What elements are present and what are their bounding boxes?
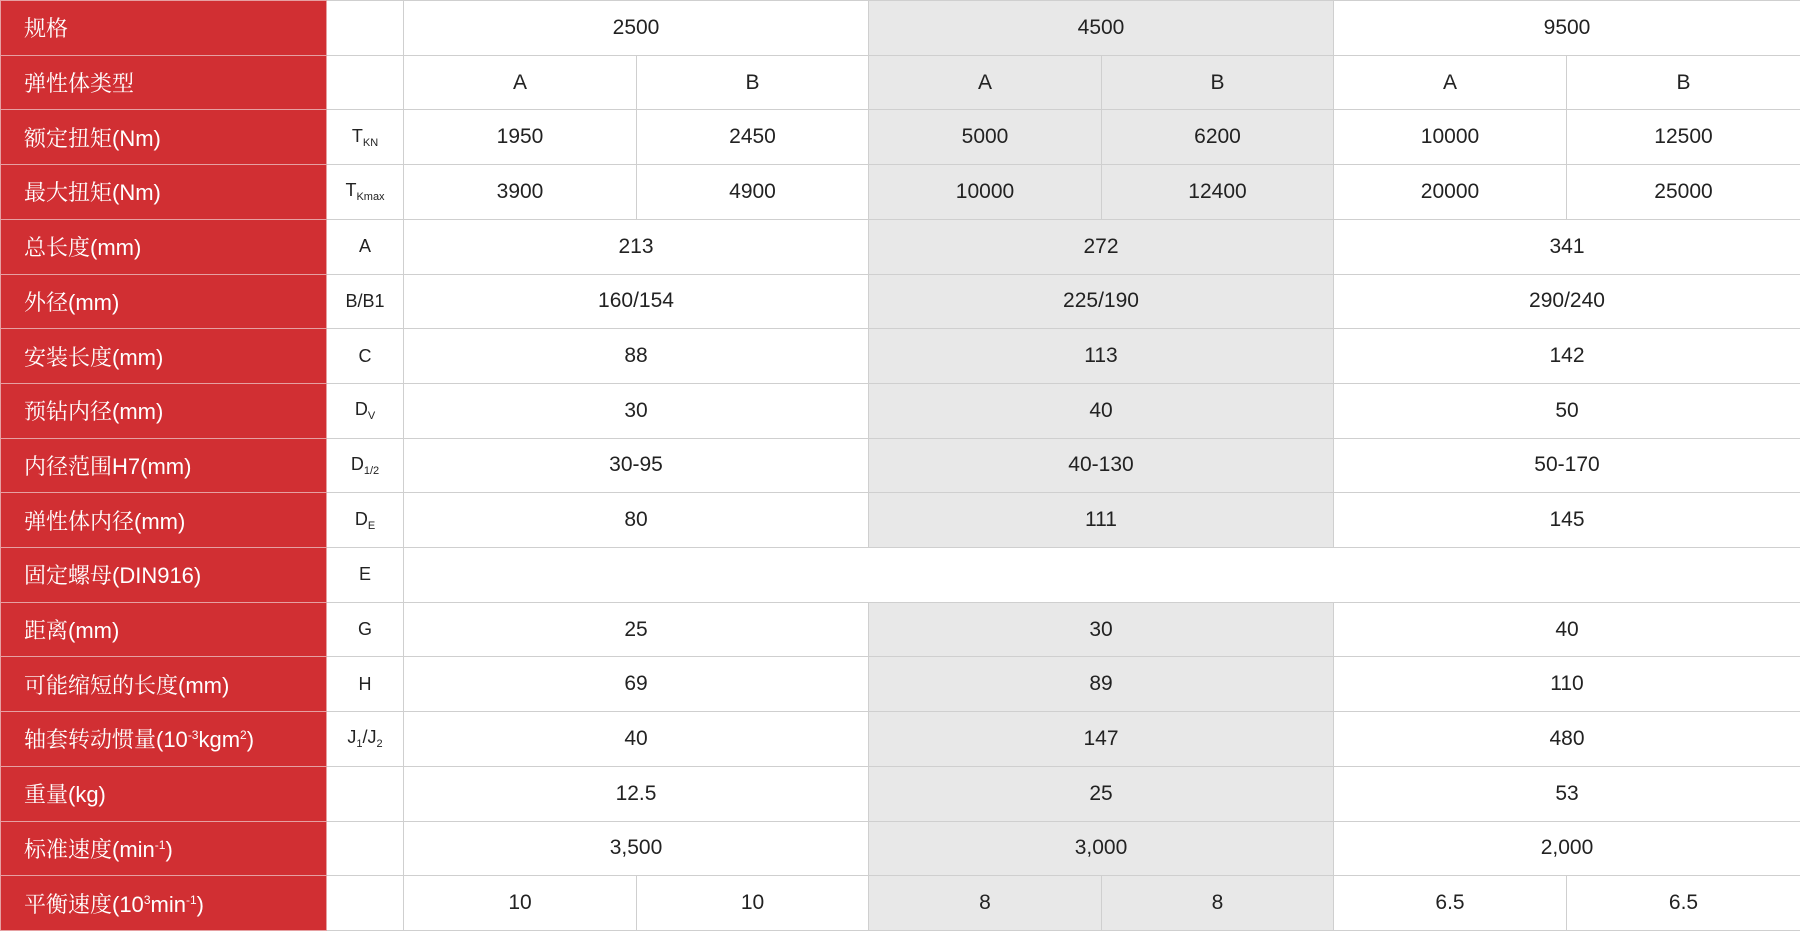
row-install-length <box>1 329 1800 384</box>
value-cell: 12400 <box>1102 165 1334 220</box>
value-cell: 40 <box>869 383 1334 438</box>
label-text: 轴套转动惯量(10 <box>24 727 188 753</box>
row-nut <box>1 548 1800 603</box>
value-cell: 80 <box>404 493 869 548</box>
symbol-cell <box>327 766 404 821</box>
size-header: 9500 <box>1334 1 1800 56</box>
value-cell: 160/154 <box>404 274 869 329</box>
value-cell: 40 <box>1334 602 1800 657</box>
value-cell: 2,000 <box>1334 821 1800 876</box>
value-cell: 50 <box>1334 383 1800 438</box>
row-label: 弹性体类型 <box>1 55 327 110</box>
value-cell: A <box>404 55 637 110</box>
value-cell: 290/240 <box>1334 274 1800 329</box>
size-header: 2500 <box>404 1 869 56</box>
row-label: 重量(kg) <box>1 766 327 821</box>
row-label: 额定扭矩(Nm) <box>1 110 327 165</box>
value-cell: 50-170 <box>1334 438 1800 493</box>
value-cell: 40-130 <box>869 438 1334 493</box>
value-cell: 30 <box>869 602 1334 657</box>
symbol-separator: / <box>362 727 368 748</box>
row-label: 最大扭矩(Nm) <box>1 165 327 220</box>
symbol-main: T <box>351 125 363 146</box>
value-cell: 110 <box>1334 657 1800 712</box>
row-inertia <box>1 712 1800 767</box>
label-sup: 3 <box>143 892 151 907</box>
value-cell: 3,500 <box>404 821 869 876</box>
value-cell: 8 <box>869 876 1102 931</box>
label-text: ) <box>246 727 255 753</box>
symbol-cell <box>327 821 404 876</box>
value-cell: B <box>1567 55 1800 110</box>
row-standard-speed <box>1 821 1800 876</box>
value-cell: 30 <box>404 383 869 438</box>
row-label: 可能缩短的长度(mm) <box>1 657 327 712</box>
row-spec <box>1 1 1800 56</box>
row-label: 预钻内径(mm) <box>1 383 327 438</box>
symbol-sub: KN <box>362 136 379 149</box>
symbol-main: D <box>354 399 368 420</box>
label-sup: 2 <box>240 728 247 743</box>
value-cell: 4900 <box>637 165 869 220</box>
value-cell: 8 <box>1102 876 1334 931</box>
symbol-cell <box>327 493 404 548</box>
value-cell: 40 <box>404 712 869 767</box>
value-cell <box>404 548 1800 603</box>
row-label: 距离(mm) <box>1 602 327 657</box>
value-cell: 225/190 <box>869 274 1334 329</box>
value-cell: 147 <box>869 712 1334 767</box>
value-cell: A <box>869 55 1102 110</box>
row-predrill <box>1 383 1800 438</box>
value-cell: 111 <box>869 493 1334 548</box>
value-cell: 145 <box>1334 493 1800 548</box>
symbol-cell <box>327 165 404 220</box>
symbol-cell <box>327 438 404 493</box>
row-outer-diameter <box>1 274 1800 329</box>
value-cell: 89 <box>869 657 1334 712</box>
symbol-cell <box>327 383 404 438</box>
row-label: 外径(mm) <box>1 274 327 329</box>
symbol-sub: E <box>367 519 376 532</box>
symbol-cell <box>327 1 404 56</box>
symbol-cell: H <box>327 657 404 712</box>
value-cell: 69 <box>404 657 869 712</box>
symbol-sub: V <box>367 410 376 423</box>
row-weight <box>1 766 1800 821</box>
row-elastomer-type <box>1 55 1800 110</box>
value-cell: 10000 <box>869 165 1102 220</box>
row-elastomer-inner <box>1 493 1800 548</box>
row-label <box>1 712 327 767</box>
value-cell: 88 <box>404 329 869 384</box>
row-max-torque <box>1 165 1800 220</box>
value-cell: 30-95 <box>404 438 869 493</box>
value-cell: 53 <box>1334 766 1800 821</box>
value-cell: 142 <box>1334 329 1800 384</box>
symbol-cell <box>327 110 404 165</box>
label-text: min <box>150 891 186 917</box>
symbol-cell <box>327 55 404 110</box>
symbol-sub: 1 <box>356 738 363 751</box>
symbol-main: D <box>350 453 364 474</box>
value-cell: 272 <box>869 219 1334 274</box>
symbol-sub: 1/2 <box>363 464 380 477</box>
symbol-main: J <box>367 727 377 748</box>
value-cell: B <box>1102 55 1334 110</box>
value-cell: 6.5 <box>1567 876 1800 931</box>
label-text: ) <box>196 891 204 917</box>
label-sup: -1 <box>185 892 197 907</box>
label-text: 平衡速度(10 <box>24 891 144 917</box>
symbol-cell: G <box>327 602 404 657</box>
label-text: kgm <box>198 727 241 753</box>
symbol-sub: Kmax <box>356 191 385 204</box>
value-cell: 5000 <box>869 110 1102 165</box>
value-cell: 341 <box>1334 219 1800 274</box>
symbol-cell <box>327 712 404 767</box>
label-text: ) <box>165 836 173 862</box>
row-total-length <box>1 219 1800 274</box>
value-cell: 10 <box>404 876 637 931</box>
row-bore-range <box>1 438 1800 493</box>
symbol-cell: E <box>327 548 404 603</box>
value-cell: 10 <box>637 876 869 931</box>
value-cell: 6200 <box>1102 110 1334 165</box>
symbol-sub: 2 <box>376 738 383 751</box>
row-label <box>1 821 327 876</box>
symbol-cell <box>327 876 404 931</box>
value-cell: 25 <box>869 766 1334 821</box>
value-cell: 20000 <box>1334 165 1567 220</box>
value-cell: 12500 <box>1567 110 1800 165</box>
value-cell: 1950 <box>404 110 637 165</box>
symbol-cell: B/B1 <box>327 274 404 329</box>
value-cell: B <box>637 55 869 110</box>
row-distance <box>1 602 1800 657</box>
symbol-main: T <box>345 180 357 201</box>
row-label: 内径范围H7(mm) <box>1 438 327 493</box>
row-shorten-length <box>1 657 1800 712</box>
row-label: 安装长度(mm) <box>1 329 327 384</box>
value-cell: 3900 <box>404 165 637 220</box>
value-cell: 25000 <box>1567 165 1800 220</box>
value-cell: 6.5 <box>1334 876 1567 931</box>
symbol-main: D <box>354 508 368 529</box>
value-cell: 25 <box>404 602 869 657</box>
row-label: 规格 <box>1 1 327 56</box>
value-cell: 12.5 <box>404 766 869 821</box>
value-cell: 3,000 <box>869 821 1334 876</box>
label-sup: -3 <box>187 728 199 743</box>
label-sup: -1 <box>154 837 166 852</box>
symbol-main: J <box>347 727 357 748</box>
symbol-cell: A <box>327 219 404 274</box>
value-cell: 213 <box>404 219 869 274</box>
value-cell: A <box>1334 55 1567 110</box>
value-cell: 2450 <box>637 110 869 165</box>
value-cell: 113 <box>869 329 1334 384</box>
symbol-cell: C <box>327 329 404 384</box>
value-cell: 10000 <box>1334 110 1567 165</box>
row-label: 总长度(mm) <box>1 219 327 274</box>
row-label <box>1 876 327 931</box>
row-rated-torque <box>1 110 1800 165</box>
value-cell: 480 <box>1334 712 1800 767</box>
row-label: 固定螺母(DIN916) <box>1 548 327 603</box>
row-balance-speed <box>1 876 1800 931</box>
row-label: 弹性体内径(mm) <box>1 493 327 548</box>
label-text: 标准速度(min <box>24 836 155 862</box>
size-header: 4500 <box>869 1 1334 56</box>
